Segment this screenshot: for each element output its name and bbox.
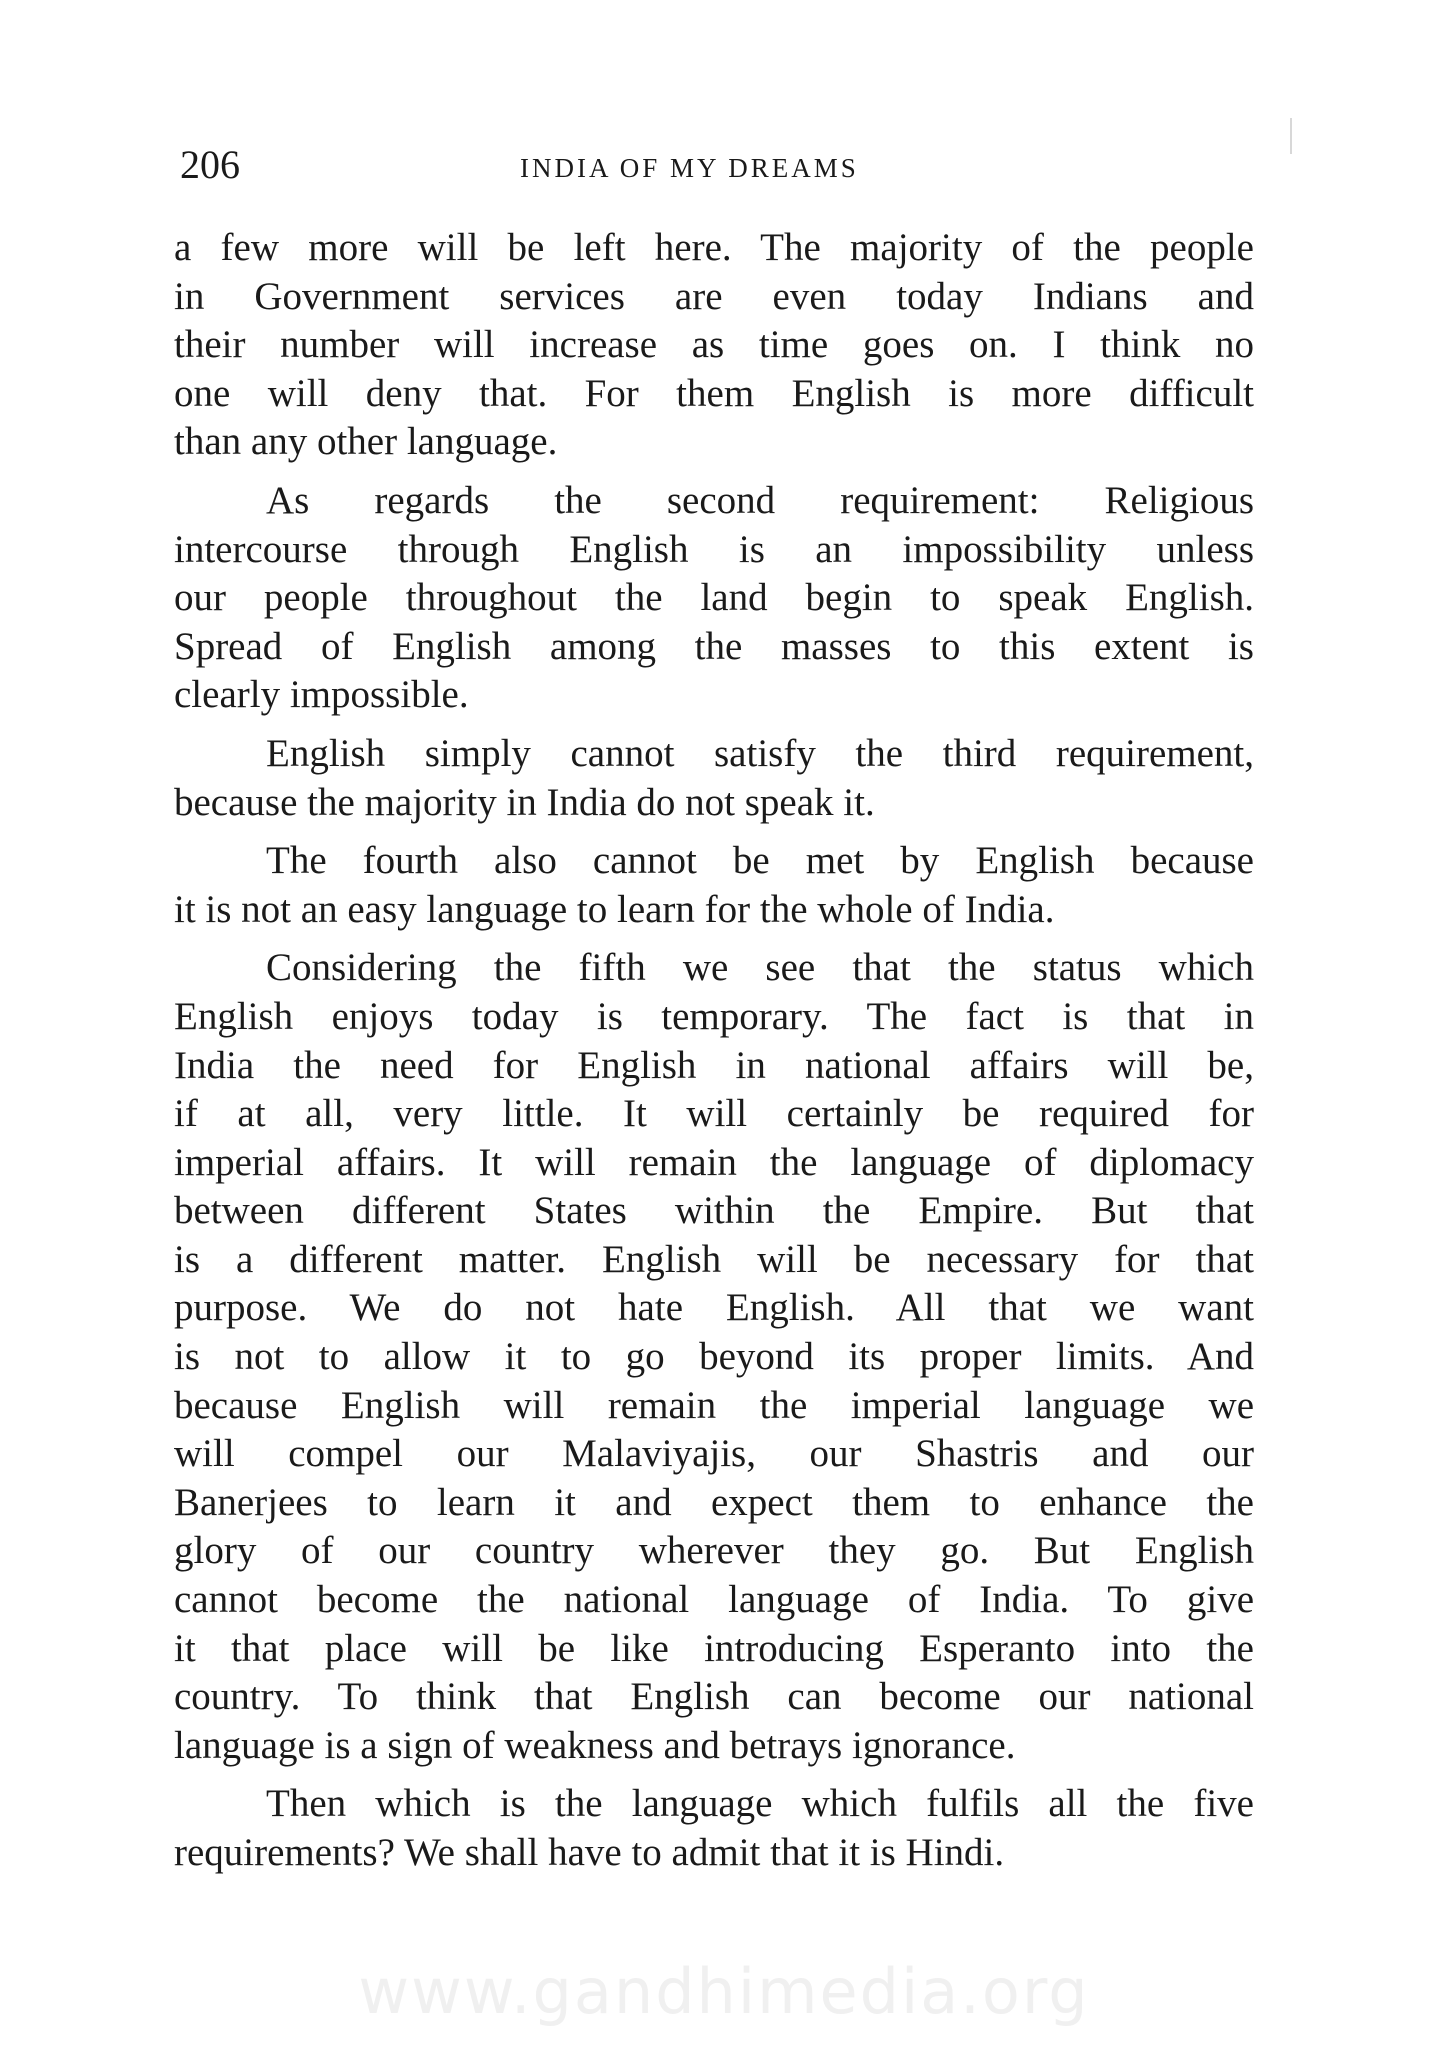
text-line: our people throughout the land begin to speak English. [174,576,1254,620]
text-line: will compel our Malaviyajis, our Shastris and our [174,1432,1254,1476]
running-title: INDIA OF MY DREAMS [520,153,859,183]
text-line: English enjoys today is temporary. The fact is that in [174,994,1254,1038]
paragraph [174,944,1254,1770]
body-text [174,224,1254,1878]
text-line: imperial affairs. It will remain the language of diplomacy [174,1140,1254,1184]
text-line: because English will remain the imperial language we [174,1383,1254,1427]
page-edge-mark [1290,118,1292,154]
text-line: it is not an easy language to learn for the whole of India. [174,887,1055,931]
paragraph-gap [174,720,1254,730]
paragraph [174,1780,1254,1877]
text-line: in Government services are even today Indians and [174,274,1254,318]
text-line: As regards the second requirement: Religious [266,478,1254,522]
text-line: The fourth also cannot be met by English because [266,839,1254,883]
text-line: glory of our country wherever they go. But English [174,1529,1254,1573]
text-line: intercourse through English is an impossibility unless [174,527,1254,571]
paragraph [174,837,1254,934]
paragraph-gap [174,827,1254,837]
watermark: www.gandhimedia.org [358,1955,1090,2028]
text-line: because the majority in India do not speak it. [174,780,875,824]
paragraph [174,477,1254,720]
text-line: India the need for English in national affairs will be, [174,1043,1254,1087]
paragraph-gap [174,467,1254,477]
running-head [180,140,1260,190]
text-line: language is a sign of weakness and betrays ignorance. [174,1723,1016,1767]
text-line: Then which is the language which fulfils all the five [266,1782,1254,1826]
paragraph-gap [174,934,1254,944]
text-line: their number will increase as time goes on. I think no [174,323,1254,367]
text-line: between different States within the Empire. But that [174,1189,1254,1233]
text-line: if at all, very little. It will certainly be required for [174,1092,1254,1136]
text-line: country. To think that English can become our national [174,1675,1254,1719]
paragraph-gap [174,1770,1254,1780]
text-line: is a different matter. English will be necessary for that [174,1237,1254,1281]
text-line: it that place will be like introducing Esperanto into the [174,1626,1254,1670]
text-line: Banerjees to learn it and expect them to enhance the [174,1480,1254,1524]
paragraph [174,224,1254,467]
text-line: Considering the fifth we see that the status which [266,946,1254,990]
text-line: requirements? We shall have to admit that it is Hindi. [174,1831,1005,1874]
text-line: than any other language. [174,420,558,464]
page-number: 206 [180,142,240,187]
text-line: cannot become the national language of India. To give [174,1578,1254,1622]
text-line: one will deny that. For them English is more difficult [174,371,1254,415]
text-line: Spread of English among the masses to this extent is [174,624,1254,668]
paragraph [174,730,1254,827]
text-line: a few more will be left here. The majority of the people [174,226,1254,269]
text-line: clearly impossible. [174,673,469,717]
text-line: is not to allow it to go beyond its proper limits. And [174,1335,1254,1379]
text-line: English simply cannot satisfy the third requirement, [266,731,1254,775]
text-line: purpose. We do not hate English. All that we want [174,1286,1254,1330]
